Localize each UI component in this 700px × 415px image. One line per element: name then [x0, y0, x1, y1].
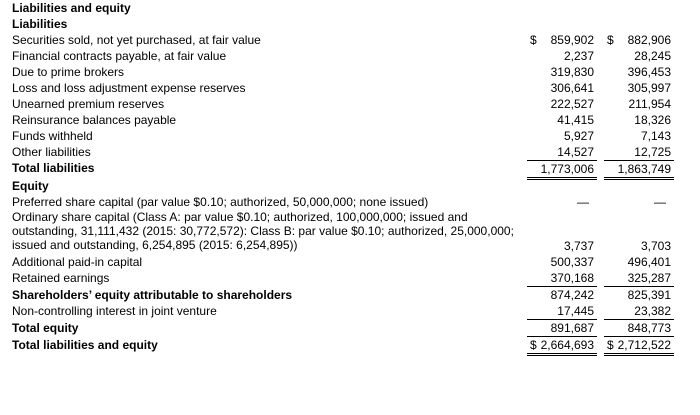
- currency-symbol: $: [530, 338, 537, 352]
- row-label: Other liabilities: [12, 145, 91, 159]
- section-title: Liabilities and equity: [12, 1, 131, 15]
- amount: 325,287: [627, 271, 671, 285]
- value-2016: [527, 112, 597, 128]
- value-2015: [604, 64, 674, 80]
- amount: 18,326: [634, 113, 671, 127]
- currency-symbol: $: [607, 338, 614, 352]
- row-label: Non-controlling interest in joint venture: [12, 304, 217, 318]
- amount: 2,712,522: [617, 338, 671, 352]
- row-label: Loss and loss adjustment expense reserves: [12, 81, 246, 95]
- amount: 17,445: [557, 304, 594, 318]
- value-2015: [604, 320, 674, 337]
- row-label: Unearned premium reserves: [12, 97, 165, 111]
- row-label: Financial contracts payable, at fair value: [12, 49, 227, 63]
- value-2016: [527, 270, 597, 287]
- row-label: Securities sold, not yet purchased, at fair value: [12, 33, 261, 47]
- value-2016: [527, 96, 597, 112]
- amount: 859,902: [550, 33, 594, 47]
- amount: 396,453: [627, 65, 671, 79]
- amount: 305,997: [627, 81, 671, 95]
- amount: 874,242: [550, 288, 594, 302]
- value-2016: [527, 64, 597, 80]
- value-2015: [604, 32, 674, 48]
- amount: 3,703: [640, 239, 671, 253]
- amount: 891,687: [550, 321, 594, 335]
- value-2015: [604, 287, 674, 303]
- value-2016: [527, 194, 597, 210]
- value-2016: [527, 254, 597, 270]
- amount: 848,773: [627, 321, 671, 335]
- value-2015: [604, 238, 674, 254]
- value-2015: [604, 112, 674, 128]
- amount: 496,401: [627, 255, 671, 269]
- row-label: Retained earnings: [12, 271, 110, 285]
- amount: 825,391: [627, 288, 671, 302]
- amount: 306,641: [550, 81, 594, 95]
- amount: 222,527: [550, 97, 594, 111]
- amount: 2,237: [563, 49, 594, 63]
- currency-symbol: $: [530, 33, 537, 47]
- value-2016: [527, 128, 597, 144]
- row-label: Reinsurance balances payable: [12, 113, 177, 127]
- amount: 370,168: [550, 271, 594, 285]
- amount: 12,725: [634, 145, 671, 159]
- value-2015: [604, 337, 674, 356]
- row-label: Total equity: [12, 321, 79, 335]
- amount: 211,954: [628, 97, 671, 111]
- amount: 1,863,749: [617, 162, 671, 176]
- amount: 882,906: [627, 33, 671, 47]
- amount: 1,773,006: [540, 162, 594, 176]
- dash: —: [577, 195, 589, 209]
- value-2015: [604, 48, 674, 64]
- amount: 7,143: [640, 129, 671, 143]
- value-2016: [527, 238, 597, 254]
- liabilities-heading: Liabilities: [12, 17, 68, 31]
- row-label: Due to prime brokers: [12, 65, 125, 79]
- row-label: Preferred share capital (par value $0.10; authorized, 50,000,000; none issued): [12, 195, 429, 209]
- row-label: Ordinary share capital (Class A: par value $0.10; authorized, 100,000,000; issued and outstanding, 31,111,432 (2015: 30,772,572): Class B: par value $0.10; authorized, 25,000,000; issued and outstanding, 6,254,895 (2015: 6,254,895)): [12, 210, 514, 252]
- value-2016: [527, 144, 597, 160]
- value-2015: [604, 254, 674, 270]
- value-2015: [604, 144, 674, 160]
- value-2015: [604, 160, 674, 180]
- equity-heading: Equity: [12, 179, 49, 193]
- amount: 319,830: [550, 65, 594, 79]
- amount: 3,737: [563, 239, 594, 253]
- currency-symbol: $: [607, 33, 614, 47]
- row-label: Total liabilities and equity: [12, 338, 158, 352]
- row-label: Funds withheld: [12, 129, 93, 143]
- value-2015: [604, 270, 674, 287]
- value-2016: [527, 337, 597, 356]
- value-2015: [604, 128, 674, 144]
- value-2016: [527, 320, 597, 337]
- dash: —: [654, 195, 666, 209]
- amount: 23,382: [634, 304, 671, 318]
- amount: 14,527: [557, 145, 594, 159]
- value-2016: [527, 48, 597, 64]
- value-2015: [604, 303, 674, 320]
- amount: 5,927: [563, 129, 594, 143]
- amount: 41,415: [557, 113, 594, 127]
- amount: 28,245: [634, 49, 671, 63]
- value-2016: [527, 303, 597, 320]
- value-2016: [527, 32, 597, 48]
- amount: 500,337: [550, 255, 594, 269]
- value-2015: [604, 194, 674, 210]
- amount: 2,664,693: [540, 338, 594, 352]
- value-2016: [527, 287, 597, 303]
- row-label: Total liabilities: [12, 161, 95, 175]
- row-label: Shareholders’ equity attributable to shareholders: [12, 288, 293, 302]
- row-label: Additional paid-in capital: [12, 255, 143, 269]
- value-2016: [527, 160, 597, 180]
- value-2015: [604, 80, 674, 96]
- value-2015: [604, 96, 674, 112]
- value-2016: [527, 80, 597, 96]
